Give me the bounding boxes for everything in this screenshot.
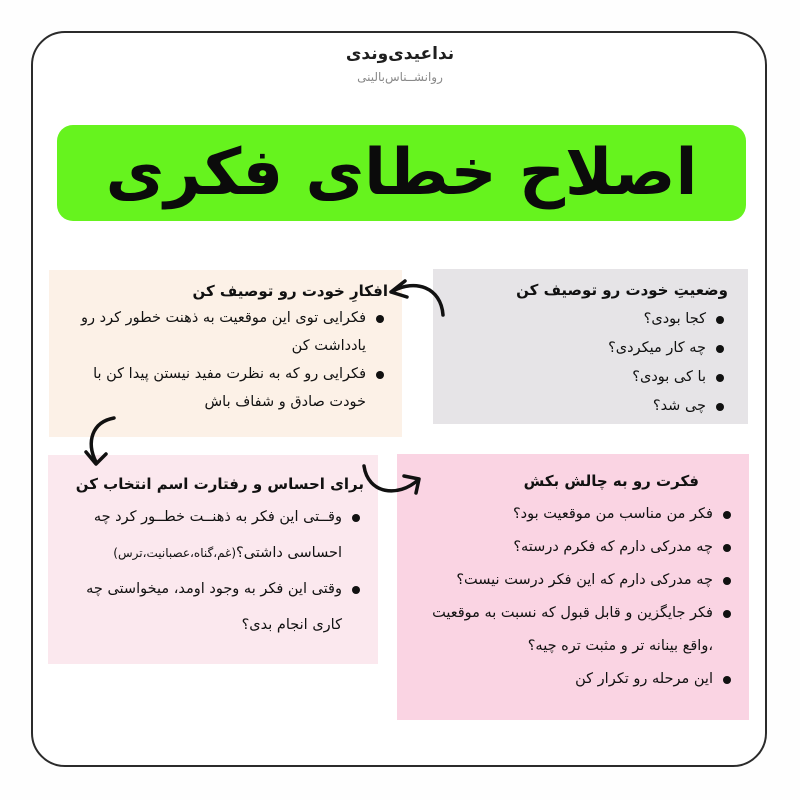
thoughts-title: افکارِ خودت رو توصیف کن xyxy=(192,282,388,300)
page-title: اصلاح خطای فکری xyxy=(105,136,698,210)
thoughts-list xyxy=(59,304,388,416)
feelings-list xyxy=(56,499,364,643)
curved-arrow-icon xyxy=(78,414,122,470)
feelings-box xyxy=(48,455,378,664)
curved-arrow-icon xyxy=(383,273,451,321)
list-item: فکرایی رو که به نظرت مفید نیستن پیدا کن با خودت صادق و شفاف باش xyxy=(59,360,388,416)
list-item: فکرایی توی این موقعیت به ذهنت خطور کرد رو یادداشت کن xyxy=(59,304,388,360)
list-item: وقتی این فکر به وجود اومد، میخواستی چه کاری انجام بدی؟ xyxy=(56,571,364,643)
challenge-list xyxy=(403,498,735,696)
list-item: کجا بودی؟ xyxy=(443,305,728,334)
list-item: فکر من مناسب من موقعیت بود؟ xyxy=(403,498,735,531)
author-block xyxy=(0,44,800,84)
title-banner xyxy=(57,125,746,221)
challenge-box xyxy=(397,454,749,720)
list-item: این مرحله رو تکرار کن xyxy=(403,663,735,696)
author-name: نداعیدی‌وندی xyxy=(345,44,455,64)
list-item: چه مدرکی دارم که این فکر درست نیست؟ xyxy=(403,564,735,597)
list-item-text: وقــتی این فکر به ذهنــت خطــور کرد چه احساسی داشتی؟ xyxy=(93,509,342,561)
challenge-title: فکرت رو به چالش بکش xyxy=(523,472,699,490)
author-role: روانشــناس‌بالینی xyxy=(357,70,443,84)
thoughts-box xyxy=(49,270,402,437)
situation-box xyxy=(433,269,748,424)
list-item: با کی بودی؟ xyxy=(443,363,728,392)
feelings-title: برای احساس و رفتارت اسم انتخاب کن xyxy=(75,475,364,493)
list-item: چی شد؟ xyxy=(443,392,728,421)
list-item: چه مدرکی دارم که فکرم درسته؟ xyxy=(403,531,735,564)
curved-arrow-icon xyxy=(358,462,428,502)
emotion-examples: (غم،گناه،عصبانیت،ترس) xyxy=(113,546,237,560)
list-item xyxy=(56,499,364,571)
situation-title: وضعیتِ خودت رو توصیف کن xyxy=(516,281,728,299)
situation-list xyxy=(443,305,728,421)
list-item: چه کار میکردی؟ xyxy=(443,334,728,363)
list-item: فکر جایگزین و قابل قبول که نسبت به موقعیت ،واقع بینانه تر و مثبت تره چیه؟ xyxy=(403,597,735,663)
